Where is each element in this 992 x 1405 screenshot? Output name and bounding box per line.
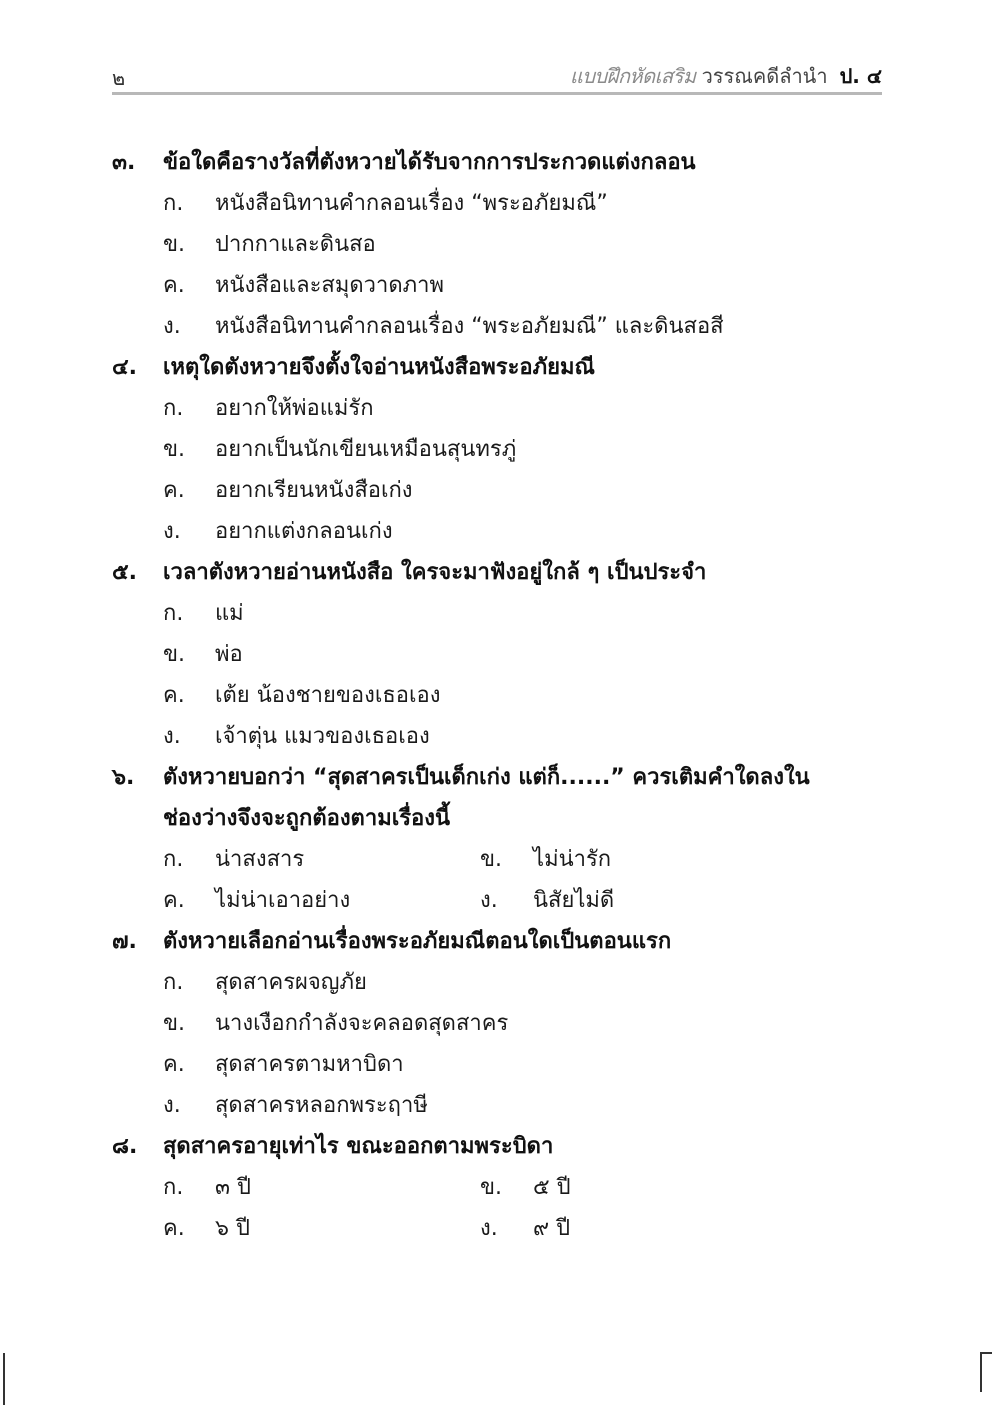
question-stem xyxy=(112,347,892,388)
option-row xyxy=(112,388,892,429)
option-row xyxy=(112,1208,892,1249)
option-letter: ง. xyxy=(163,314,181,339)
option-letter: ค. xyxy=(163,888,185,913)
question-6 xyxy=(112,757,892,921)
option-letter: ค. xyxy=(163,683,185,708)
option-letter: ค. xyxy=(163,1216,185,1241)
option-row xyxy=(112,1085,892,1126)
option-text: ๙ ปี xyxy=(533,1216,571,1241)
option-letter: ค. xyxy=(163,478,185,503)
question-stem-continued xyxy=(112,798,892,839)
question-stem xyxy=(112,142,892,183)
option-row xyxy=(112,511,892,552)
option-text: หนังสือนิทานคำกลอนเรื่อง “พระอภัยมณี” xyxy=(215,191,608,216)
option-letter: ค. xyxy=(163,1052,185,1077)
option-text: อยากแต่งกลอนเก่ง xyxy=(215,519,393,544)
series-title: แบบฝึกหัดเสริม xyxy=(569,64,696,88)
question-text: ข้อใดคือรางวัลที่ตังหวายได้รับจากการประกวดแต่งกลอน xyxy=(163,150,696,175)
question-text: เวลาตังหวายอ่านหนังสือ ใครจะมาฟังอยู่ใกล้ ๆ เป็นประจำ xyxy=(163,560,707,585)
option-letter: ง. xyxy=(163,1093,181,1118)
option-row xyxy=(112,675,892,716)
option-text: ๓ ปี xyxy=(215,1175,251,1200)
running-header xyxy=(112,58,882,95)
option-letter: ก. xyxy=(163,847,184,872)
question-number: ๘. xyxy=(112,1134,138,1159)
option-text: หนังสือและสมุดวาดภาพ xyxy=(215,273,444,298)
option-letter: ก. xyxy=(163,191,184,216)
option-text: หนังสือนิทานคำกลอนเรื่อง “พระอภัยมณี” และดินสอสี xyxy=(215,314,724,339)
option-row xyxy=(112,265,892,306)
option-letter: ข. xyxy=(480,1175,503,1200)
option-text: นางเงือกกำลังจะคลอดสุดสาคร xyxy=(215,1011,509,1036)
option-row xyxy=(112,593,892,634)
option-row xyxy=(112,880,892,921)
question-number: ๓. xyxy=(112,150,136,175)
option-text: สุดสาครตามหาบิดา xyxy=(215,1052,404,1077)
option-text: นิสัยไม่ดี xyxy=(533,888,615,913)
question-5 xyxy=(112,552,892,757)
page-number: ๒ xyxy=(112,66,126,90)
option-row xyxy=(112,224,892,265)
option-letter: ข. xyxy=(480,847,503,872)
option-row xyxy=(112,1003,892,1044)
option-letter: ข. xyxy=(163,437,186,462)
option-text: พ่อ xyxy=(215,642,243,667)
option-row xyxy=(112,1167,892,1208)
option-letter: ก. xyxy=(163,396,184,421)
option-letter: ง. xyxy=(163,519,181,544)
question-text: ตังหวายเลือกอ่านเรื่องพระอภัยมณีตอนใดเป็นตอนแรก xyxy=(163,929,672,954)
option-letter: ง. xyxy=(163,724,181,749)
grade-level: ป. ๔ xyxy=(839,64,882,88)
option-letter: ข. xyxy=(163,642,186,667)
option-row xyxy=(112,429,892,470)
option-row xyxy=(112,716,892,757)
option-text: อยากให้พ่อแม่รัก xyxy=(215,396,374,421)
option-text: ๖ ปี xyxy=(215,1216,250,1241)
option-text: ไม่น่ารัก xyxy=(533,847,612,872)
crop-mark-bottom-right-vertical xyxy=(980,1352,982,1392)
option-row xyxy=(112,183,892,224)
option-text: สุดสาครผจญภัย xyxy=(215,970,367,995)
option-text: ปากกาและดินสอ xyxy=(215,232,376,257)
running-title xyxy=(570,60,882,92)
option-text: เจ้าตุ่น แมวของเธอเอง xyxy=(215,724,430,749)
question-number: ๔. xyxy=(112,355,138,380)
question-stem xyxy=(112,552,892,593)
option-row xyxy=(112,1044,892,1085)
question-number: ๖. xyxy=(112,765,135,790)
option-letter: ข. xyxy=(163,232,186,257)
option-letter: ค. xyxy=(163,273,185,298)
option-row xyxy=(112,470,892,511)
option-text: อยากเรียนหนังสือเก่ง xyxy=(215,478,413,503)
option-text: แม่ xyxy=(215,601,244,626)
crop-mark-bottom-left xyxy=(3,1353,5,1405)
question-number: ๕. xyxy=(112,560,138,585)
option-text: เต้ย น้องชายของเธอเอง xyxy=(215,683,441,708)
question-7 xyxy=(112,921,892,1126)
question-text: สุดสาครอายุเท่าไร ขณะออกตามพระบิดา xyxy=(163,1134,554,1159)
option-text: ไม่น่าเอาอย่าง xyxy=(215,888,351,913)
option-letter: ง. xyxy=(480,1216,498,1241)
question-4 xyxy=(112,347,892,552)
option-letter: ง. xyxy=(480,888,498,913)
option-letter: ข. xyxy=(163,1011,186,1036)
option-text: ๕ ปี xyxy=(533,1175,571,1200)
question-text: เหตุใดตังหวายจึงตั้งใจอ่านหนังสือพระอภัยมณี xyxy=(163,355,595,380)
question-stem xyxy=(112,921,892,962)
option-text: อยากเป็นนักเขียนเหมือนสุนทรภู่ xyxy=(215,437,517,462)
question-number: ๗. xyxy=(112,929,137,954)
option-text: น่าสงสาร xyxy=(215,847,305,872)
option-row xyxy=(112,306,892,347)
question-8 xyxy=(112,1126,892,1249)
option-text: สุดสาครหลอกพระฤาษี xyxy=(215,1093,428,1118)
option-letter: ก. xyxy=(163,601,184,626)
question-3 xyxy=(112,142,892,347)
option-letter: ก. xyxy=(163,970,184,995)
option-row xyxy=(112,962,892,1003)
question-stem xyxy=(112,1126,892,1167)
question-text-line-2: ช่องว่างจึงจะถูกต้องตามเรื่องนี้ xyxy=(163,806,451,831)
question-list xyxy=(112,142,892,1249)
question-text-line-1: ตังหวายบอกว่า “สุดสาครเป็นเด็กเก่ง แต่ก็......” ควรเติมคำใดลงใน xyxy=(163,765,810,790)
book-title: วรรณคดีลำนำ xyxy=(701,64,828,88)
option-row xyxy=(112,839,892,880)
option-letter: ก. xyxy=(163,1175,184,1200)
question-stem xyxy=(112,757,892,798)
option-row xyxy=(112,634,892,675)
